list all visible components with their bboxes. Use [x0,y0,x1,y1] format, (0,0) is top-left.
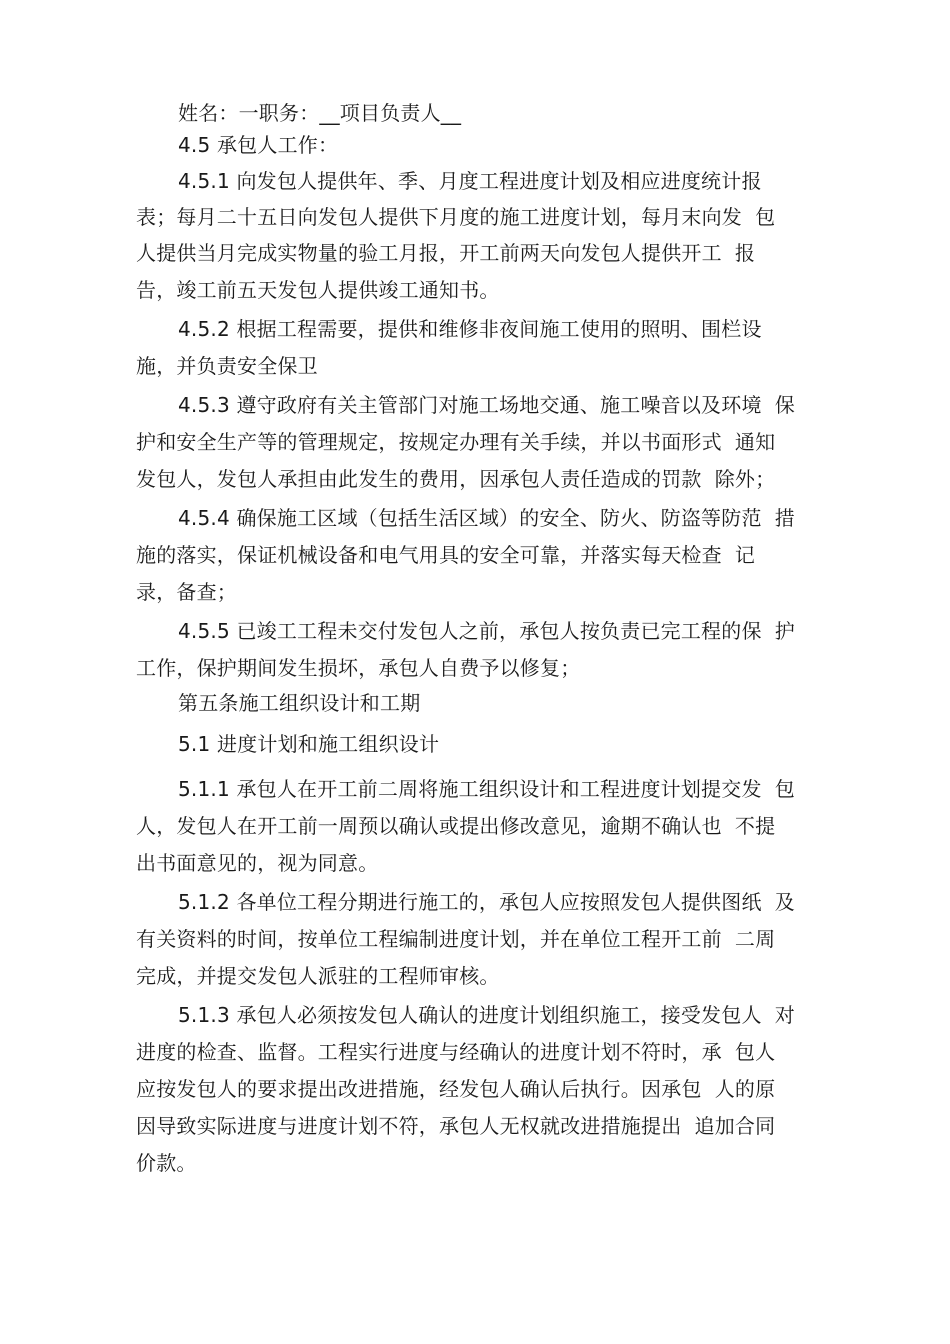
text-line: 姓名：一职务：__项目负责人__ [178,101,462,125]
text-line: 应按发包人的要求提出改进措施，经发包人确认后执行。因承包 人的原 [136,1077,776,1101]
text-line: 4.5.2 根据工程需要，提供和维修非夜间施工使用的照明、围栏设 [178,317,762,341]
text-line: 价款。 [136,1151,197,1175]
text-line: 人，发包人在开工前一周预以确认或提出修改意见，逾期不确认也 不提 [136,814,776,838]
text-line: 4.5.1 向发包人提供年、季、月度工程进度计划及相应进度统计报 [178,169,762,193]
text-line: 施，并负责安全保卫 [136,354,318,378]
text-line: 5.1.3 承包人必须按发包人确认的进度计划组织施工，接受发包人 对 [178,1003,795,1027]
text-line: 表；每月二十五日向发包人提供下月度的施工进度计划，每月末向发 包 [136,205,776,229]
text-line: 5.1.1 承包人在开工前二周将施工组织设计和工程进度计划提交发 包 [178,777,795,801]
text-line: 工作，保护期间发生损坏，承包人自费予以修复； [136,656,581,680]
text-line: 4.5.3 遵守政府有关主管部门对施工场地交通、施工噪音以及环境 保 [178,393,795,417]
text-line: 施的落实，保证机械设备和电气用具的安全可靠，并落实每天检查 记 [136,543,756,567]
text-line: 进度的检查、监督。工程实行进度与经确认的进度计划不符时，承 包人 [136,1040,776,1064]
text-line: 护和安全生产等的管理规定，按规定办理有关手续，并以书面形式 通知 [136,430,776,454]
text-line: 发包人，发包人承担由此发生的费用，因承包人责任造成的罚款 除外； [136,467,776,491]
text-line: 出书面意见的，视为同意。 [136,851,379,875]
text-line: 4.5.4 确保施工区域（包括生活区域）的安全、防火、防盗等防范 措 [178,506,795,530]
text-line: 有关资料的时间，按单位工程编制进度计划，并在单位工程开工前 二周 [136,927,776,951]
subsection-heading: 5.1 进度计划和施工组织设计 [178,732,440,756]
text-line: 告，竣工前五天发包人提供竣工通知书。 [136,278,500,302]
section-heading: 第五条施工组织设计和工期 [178,691,421,715]
text-line: 5.1.2 各单位工程分期进行施工的，承包人应按照发包人提供图纸 及 [178,890,795,914]
text-line: 因导致实际进度与进度计划不符，承包人无权就改进措施提出 追加合同 [136,1114,776,1138]
text-line: 4.5 承包人工作： [178,133,339,157]
text-line: 4.5.5 已竣工工程未交付发包人之前，承包人按负责已完工程的保 护 [178,619,795,643]
text-line: 录，备查； [136,580,237,604]
text-line: 人提供当月完成实物量的验工月报，开工前两天向发包人提供开工 报 [136,241,756,265]
text-line: 完成，并提交发包人派驻的工程师审核。 [136,964,500,988]
